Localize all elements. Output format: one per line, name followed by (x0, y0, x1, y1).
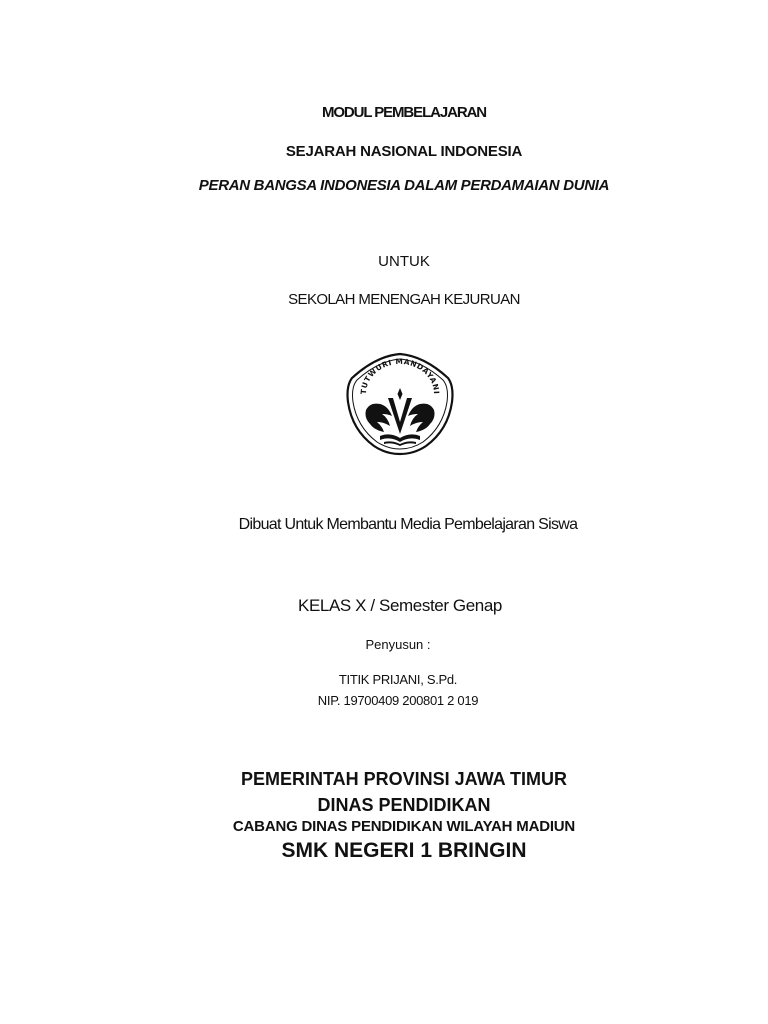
topic-title: PERAN BANGSA INDONESIA DALAM PERDAMAIAN DUNIA (198, 177, 610, 194)
author-nip: NIP. 19700409 200801 2 019 (317, 693, 479, 708)
branch-name: CABANG DINAS PENDIDIKAN WILAYAH MADIUN (232, 818, 576, 835)
compiler-label: Penyusun : (365, 637, 431, 652)
tutwuri-handayani-emblem-icon (344, 352, 456, 456)
school-type: SEKOLAH MENENGAH KEJURUAN (288, 291, 520, 308)
subject-title: SEJARAH NASIONAL INDONESIA (285, 143, 523, 160)
purpose-text: Dibuat Untuk Membantu Media Pembelajaran Siswa (238, 516, 578, 533)
module-label: MODUL PEMBELAJARAN (321, 104, 487, 121)
svg-text:TUTWURI MANDAYANI: TUTWURI MANDAYANI (358, 356, 442, 395)
school-name: SMK NEGERI 1 BRINGIN (281, 839, 527, 862)
author-name: TITIK PRIJANI, S.Pd. (338, 672, 458, 687)
class-semester: KELAS X / Semester Genap (298, 596, 502, 615)
department-name: DINAS PENDIDIKAN (317, 795, 491, 815)
for-label: UNTUK (378, 253, 430, 270)
government-name: PEMERINTAH PROVINSI JAWA TIMUR (240, 769, 568, 789)
